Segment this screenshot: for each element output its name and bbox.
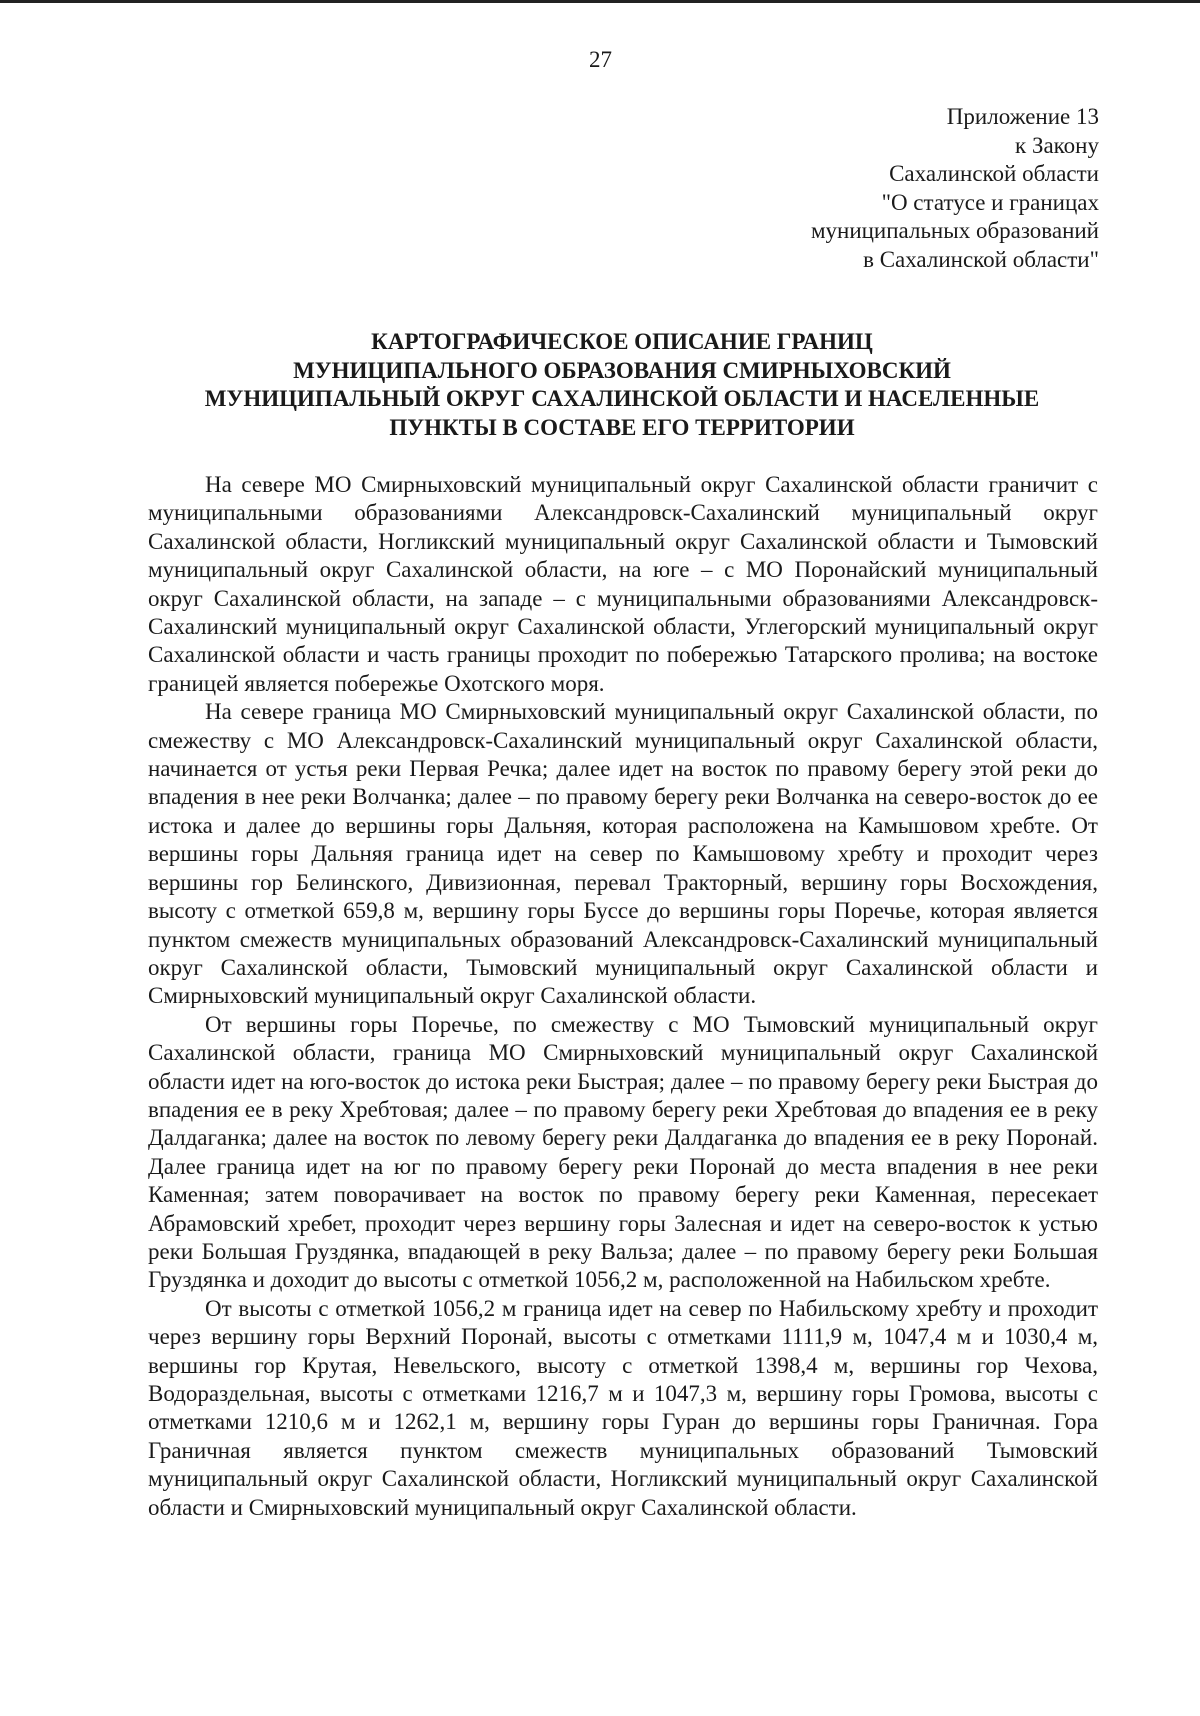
paragraph: От вершины горы Поречье, по смежеству с МО Тымовский муниципальный округ Сахалинской области, граница МО Смирныховский муниципальный округ Сахалинской области идет на юго-восток до истока реки Быстрая; далее – по правому берегу реки Быстрая до впадения ее в реку Хребтовая; далее – по правому берегу реки Хребтовая до впадения ее в реку Далдаганка; далее на восток по левому берегу реки Далдаганка до впадения ее в реку Поронай. Далее граница идет на юг по правому берегу реки Поронай до места впадения в нее реки Каменная; затем поворачивает на восток по правому берегу реки Каменная, пересекает Абрамовский хребет, проходит через вершину горы Залесная и идет на северо-восток к устью реки Большая Груздянка, впадающей в реку Вальза; далее – по правому берегу реки Большая Груздянка и доходит до высоты с отметкой 1056,2 м, расположенной на Набильском хребте. <box>148 1011 1098 1293</box>
appendix-line: Приложение 13 <box>946 104 1099 129</box>
appendix-line: Сахалинской области <box>889 161 1099 187</box>
paragraph: На севере граница МО Смирныховский муниципальный округ Сахалинской области, по смежеству с МО Александровск-Сахалинский муниципальный округ Сахалинской области, начинается от устья реки Первая Речка; далее идет на восток по правому берегу этой реки до впадения в нее реки Волчанка; далее – по правому берегу реки Волчанка на северо-восток до ее истока и далее до вершины горы Дальняя, которая расположена на Камышовом хребте. От вершины горы Дальняя граница идет на север по Камышовому хребту и проходит через вершины гор Белинского, Дивизионная, перевал Тракторный, вершину горы Восхождения, высоту с отметкой 659,8 м, вершину горы Буссе до вершины горы Поречье, которая является пунктом смежеств муниципальных образований Александровск-Сахалинский муниципальный округ Сахалинской области, Тымовский муниципальный округ Сахалинской области и Смирныховский муниципальный округ Сахалинской области. <box>148 699 1098 1009</box>
page-number: 27 <box>589 47 612 72</box>
appendix-line: муниципальных образований <box>810 218 1099 244</box>
title-line: ПУНКТЫ В СОСТАВЕ ЕГО ТЕРРИТОРИИ <box>389 414 855 440</box>
appendix-line: к Закону <box>1015 132 1099 158</box>
document-body <box>148 471 1098 1522</box>
title-line: МУНИЦИПАЛЬНЫЙ ОКРУГ САХАЛИНСКОЙ ОБЛАСТИ И НАСЕЛЕННЫЕ <box>204 386 1040 412</box>
paragraph: От высоты с отметкой 1056,2 м граница идет на север по Набильскому хребту и проходит через вершину горы Верхний Поронай, высоты с отметками 1111,9 м, 1047,4 м и 1030,4 м, вершины гор Крутая, Невельского, высоту с отметкой 1398,4 м, вершины гор Чехова, Водораздельная, высоты с отметками 1216,7 м и 1047,3 м, вершину горы Громова, высоты с отметками 1210,6 м и 1262,1 м, вершину горы Гуран до вершины горы Граничная. Гора Граничная является пунктом смежеств муниципальных образований Тымовский муниципальный округ Сахалинской области, Ногликский муниципальный округ Сахалинской области и Смирныховский муниципальный округ Сахалинской области. <box>148 1295 1098 1520</box>
appendix-line: в Сахалинской области" <box>863 246 1099 272</box>
scan-edge-line <box>0 0 1200 3</box>
document-title <box>150 328 1094 442</box>
paragraph: На севере МО Смирныховский муниципальный округ Сахалинской области граничит с муниципальными образованиями Александровск-Сахалинский муниципальный округ Сахалинской области, Ногликский муниципальный округ Сахалинской области и Тымовский муниципальный округ Сахалинской области, на юге – с МО Поронайский муниципальный округ Сахалинской области, на западе – с муниципальными образованиями Александровск-Сахалинский муниципальный округ Сахалинской области, Углегорский муниципальный округ Сахалинской области и часть границы проходит по побережью Татарского пролива; на востоке границей является побережье Охотского моря. <box>148 472 1098 696</box>
appendix-line: "О статусе и границах <box>881 189 1099 215</box>
title-line: КАРТОГРАФИЧЕСКОЕ ОПИСАНИЕ ГРАНИЦ <box>371 329 873 354</box>
title-line: МУНИЦИПАЛЬНОГО ОБРАЗОВАНИЯ СМИРНЫХОВСКИЙ <box>293 357 951 383</box>
appendix-reference <box>679 103 1099 275</box>
